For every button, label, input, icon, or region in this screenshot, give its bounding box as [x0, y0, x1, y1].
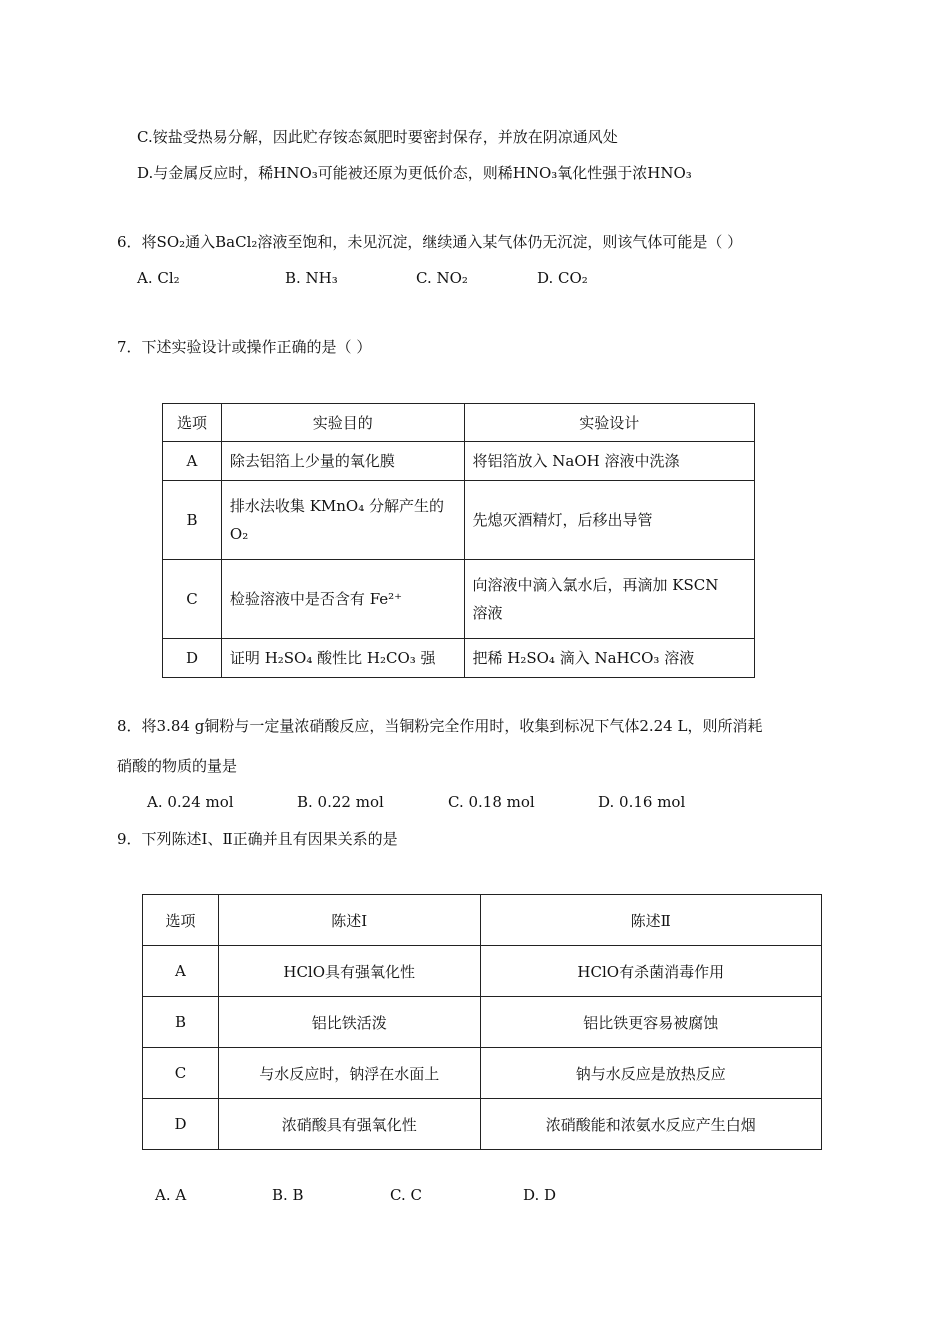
- q9-row-b-statement1: 铝比铁活泼: [218, 997, 480, 1048]
- q6-option-b: B. NH₃: [285, 269, 338, 287]
- q7-row-d-purpose: 证明 H₂SO₄ 酸性比 H₂CO₃ 强: [221, 639, 464, 678]
- q7-row-b-purpose: [221, 481, 464, 560]
- q7-row-c-purpose: 检验溶液中是否含有 Fe²⁺: [221, 560, 464, 639]
- q9-header-statement1: 陈述Ⅰ: [218, 895, 480, 946]
- table-row: [143, 946, 822, 997]
- q7-row-c-design-line1: 向溶液中滴入氯水后，再滴加 KSCN: [472, 576, 719, 594]
- q7-header-purpose: 实验目的: [221, 404, 464, 442]
- q5-option-d: D.与金属反应时，稀HNO₃可能被还原为更低价态，则稀HNO₃氧化性强于浓HNO₃: [137, 164, 692, 182]
- q7-row-b-key: B: [163, 481, 222, 560]
- table-row: [143, 1048, 822, 1099]
- q8-option-c: C. 0.18 mol: [448, 793, 535, 811]
- q7-header-design: 实验设计: [464, 404, 755, 442]
- q9-row-c-statement2: 钠与水反应是放热反应: [480, 1048, 821, 1099]
- q8-option-a: A. 0.24 mol: [147, 793, 234, 811]
- q9-header-statement2: 陈述Ⅱ: [480, 895, 821, 946]
- table-row: [163, 560, 755, 639]
- q6-option-d: D. CO₂: [537, 269, 588, 287]
- q7-row-c-design: [464, 560, 755, 639]
- q9-header-key: 选项: [143, 895, 219, 946]
- q7-header-key: 选项: [163, 404, 222, 442]
- q7-row-a-key: A: [163, 442, 222, 481]
- q9-table-header: [143, 895, 822, 946]
- q8-stem-line1: 8．将3.84 g铜粉与一定量浓硝酸反应，当铜粉完全作用时，收集到标况下气体2.24 L，则所消耗: [117, 717, 763, 735]
- q9-option-b: B. B: [272, 1186, 304, 1204]
- q9-option-d: D. D: [523, 1186, 557, 1204]
- q5-option-c: C.铵盐受热易分解，因此贮存铵态氮肥时要密封保存，并放在阴凉通风处: [137, 128, 618, 146]
- q9-row-c-statement1: 与水反应时，钠浮在水面上: [218, 1048, 480, 1099]
- q7-row-c-design-line2: 溶液: [472, 604, 503, 622]
- q9-row-c-key: C: [143, 1048, 219, 1099]
- q9-table: [142, 894, 822, 1150]
- q8-stem-line2: 硝酸的物质的量是: [117, 757, 238, 775]
- q9-row-d-statement1: 浓硝酸具有强氧化性: [218, 1099, 480, 1150]
- q9-row-a-key: A: [143, 946, 219, 997]
- q9-row-b-key: B: [143, 997, 219, 1048]
- q7-table-header: [163, 404, 755, 442]
- q9-stem: 9．下列陈述Ⅰ、Ⅱ正确并且有因果关系的是: [117, 830, 398, 848]
- table-row: [163, 442, 755, 481]
- q6-stem: 6．将SO₂通入BaCl₂溶液至饱和，未见沉淀，继续通入某气体仍无沉淀，则该气体可能是（ ）: [117, 233, 743, 251]
- q9-row-a-statement2: HClO有杀菌消毒作用: [480, 946, 821, 997]
- q7-row-b-purpose-line1: 排水法收集 KMnO₄ 分解产生的: [229, 497, 444, 515]
- table-row: [163, 639, 755, 678]
- q9-option-c: C. C: [390, 1186, 422, 1204]
- q7-row-b-purpose-line2: O₂: [229, 525, 249, 543]
- table-row: [163, 481, 755, 560]
- q7-row-d-key: D: [163, 639, 222, 678]
- q7-stem: 7．下述实验设计或操作正确的是（ ）: [117, 338, 372, 356]
- q9-option-a: A. A: [155, 1186, 187, 1204]
- q8-option-b: B. 0.22 mol: [297, 793, 384, 811]
- q7-row-a-purpose: 除去铝箔上少量的氧化膜: [221, 442, 464, 481]
- table-row: [143, 997, 822, 1048]
- q7-row-c-key: C: [163, 560, 222, 639]
- q6-option-c: C. NO₂: [416, 269, 468, 287]
- q7-row-a-design: 将铝箔放入 NaOH 溶液中洗涤: [464, 442, 755, 481]
- q9-row-b-statement2: 铝比铁更容易被腐蚀: [480, 997, 821, 1048]
- q9-row-d-statement2: 浓硝酸能和浓氨水反应产生白烟: [480, 1099, 821, 1150]
- q9-row-a-statement1: HClO具有强氧化性: [218, 946, 480, 997]
- q7-row-d-design: 把稀 H₂SO₄ 滴入 NaHCO₃ 溶液: [464, 639, 755, 678]
- table-row: [143, 1099, 822, 1150]
- q6-option-a: A. Cl₂: [137, 269, 180, 287]
- q8-option-d: D. 0.16 mol: [598, 793, 686, 811]
- q7-table: [162, 403, 755, 678]
- q7-row-b-design: 先熄灭酒精灯，后移出导管: [464, 481, 755, 560]
- q9-row-d-key: D: [143, 1099, 219, 1150]
